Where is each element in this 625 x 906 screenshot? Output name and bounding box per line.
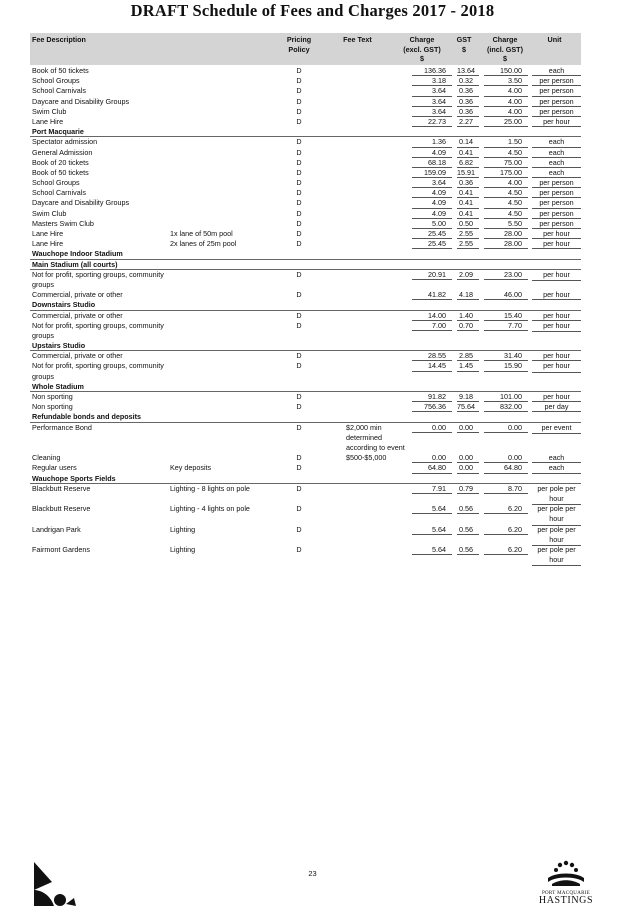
fee-description: Daycare and Disability Groups	[32, 96, 130, 106]
charge-excl-gst: 68.18	[412, 158, 452, 168]
charge-incl-gst: 4.50	[484, 188, 528, 198]
fee-description: Book of 20 tickets	[32, 157, 89, 167]
charge-excl-gst: 1.36	[412, 137, 452, 147]
charge-incl-gst: 0.00	[484, 423, 528, 433]
fee-description: Not for profit, sporting groups, community groups	[32, 269, 164, 289]
gst-amount: 2.55	[457, 229, 479, 239]
charge-incl-gst: 4.50	[484, 148, 528, 158]
section-heading: Main Stadium (all courts)	[32, 259, 118, 269]
charge-incl-gst: 4.00	[484, 178, 528, 188]
unit: per hour	[532, 321, 581, 332]
fee-description: Spectator admission	[32, 137, 98, 147]
fee-row	[30, 392, 581, 402]
fee-row	[30, 504, 581, 524]
section-heading-row	[30, 249, 581, 259]
charge-excl-gst: 5.64	[412, 545, 452, 555]
unit: per pole per hour	[532, 545, 581, 566]
pricing-policy: D	[296, 116, 302, 126]
unit: per event	[532, 423, 581, 434]
charge-excl-gst: 4.09	[412, 198, 452, 208]
fee-sub-description: Key deposits	[170, 463, 212, 473]
fee-text: $2,000 min determined according to event	[346, 422, 405, 453]
pricing-policy: D	[296, 269, 302, 279]
pricing-policy: D	[296, 157, 302, 167]
gst-amount: 1.40	[457, 311, 479, 321]
pricing-policy: D	[296, 208, 302, 218]
fee-description: Not for profit, sporting groups, community groups	[32, 361, 164, 381]
fee-row	[30, 168, 581, 178]
gst-amount: 2.27	[457, 117, 479, 127]
fee-row	[30, 76, 581, 86]
gst-amount: 0.36	[457, 97, 479, 107]
fee-description: Swim Club	[32, 106, 67, 116]
pricing-policy: D	[296, 483, 302, 493]
council-mark-logo	[30, 860, 78, 906]
charge-incl-gst: 15.40	[484, 311, 528, 321]
charge-excl-gst: 756.36	[412, 402, 452, 412]
fee-sub-description: 1x lane of 50m pool	[170, 229, 233, 238]
fee-description: Regular users	[32, 463, 77, 473]
charge-incl-gst: 4.00	[484, 107, 528, 117]
charge-excl-gst: 159.09	[412, 168, 452, 178]
header-charge-incl-gst: Charge (incl. GST) $	[487, 35, 523, 63]
section-heading: Whole Stadium	[32, 381, 84, 391]
unit: per person	[532, 198, 581, 208]
gst-amount: 0.00	[457, 453, 479, 463]
gst-amount: 13.64	[457, 66, 479, 76]
gst-amount: 2.55	[457, 239, 479, 249]
fee-row	[30, 178, 581, 188]
unit: each	[532, 158, 581, 168]
pricing-policy: D	[296, 524, 302, 534]
charge-excl-gst: 28.55	[412, 351, 452, 361]
charge-incl-gst: 6.20	[484, 525, 528, 535]
pricing-policy: D	[296, 188, 302, 198]
gst-amount: 0.79	[457, 484, 479, 494]
logo-text-line1: PORT MACQUARIE	[541, 891, 591, 896]
pricing-policy: D	[296, 86, 302, 96]
charge-excl-gst: 22.73	[412, 117, 452, 127]
gst-amount: 0.41	[457, 209, 479, 219]
fee-row	[30, 402, 581, 412]
charge-incl-gst: 4.50	[484, 209, 528, 219]
section-heading-row	[30, 341, 581, 351]
pricing-policy: D	[296, 137, 302, 147]
fee-sub-description: Lighting - 8 lights on pole	[170, 483, 250, 493]
fee-description: Lane Hire	[32, 229, 64, 238]
header-pricing-policy: Pricing Policy	[286, 35, 312, 54]
fee-description: Performance Bond	[32, 422, 92, 432]
fee-description: Non sporting	[32, 402, 73, 412]
unit: per person	[532, 97, 581, 107]
unit: per person	[532, 178, 581, 188]
gst-amount: 0.41	[457, 148, 479, 158]
gst-amount: 0.56	[457, 545, 479, 555]
fee-row	[30, 97, 581, 107]
unit: per hour	[532, 229, 581, 239]
charge-incl-gst: 832.00	[484, 402, 528, 412]
gst-amount: 0.00	[457, 463, 479, 473]
charge-excl-gst: 0.00	[412, 453, 452, 463]
pricing-policy: D	[296, 504, 302, 514]
port-macquarie-hastings-logo	[535, 860, 597, 906]
pricing-policy: D	[296, 351, 302, 361]
charge-excl-gst: 25.45	[412, 229, 452, 239]
fee-description: School Groups	[32, 178, 80, 188]
pricing-policy: D	[296, 422, 302, 432]
unit: each	[532, 137, 581, 147]
fee-row	[30, 137, 581, 147]
fee-row	[30, 453, 581, 463]
header-unit: Unit	[547, 35, 562, 44]
unit: each	[532, 463, 581, 473]
fee-description: School Carnivals	[32, 86, 86, 96]
charge-incl-gst: 23.00	[484, 270, 528, 280]
header-fee-text: Fee Text	[343, 35, 372, 44]
charge-excl-gst: 14.45	[412, 361, 452, 371]
fee-row	[30, 158, 581, 168]
unit: per hour	[532, 361, 581, 372]
unit: per pole per hour	[532, 484, 581, 505]
pricing-policy: D	[296, 402, 302, 412]
pricing-policy: D	[296, 106, 302, 116]
charge-excl-gst: 25.45	[412, 239, 452, 249]
fee-row	[30, 239, 581, 249]
gst-amount: 75.64	[457, 402, 479, 412]
gst-amount: 6.82	[457, 158, 479, 168]
charge-excl-gst: 91.82	[412, 392, 452, 402]
charge-incl-gst: 0.00	[484, 453, 528, 463]
fee-row	[30, 423, 581, 454]
fee-row	[30, 270, 581, 290]
pricing-policy: D	[296, 229, 302, 238]
gst-amount: 0.56	[457, 504, 479, 514]
charge-excl-gst: 7.00	[412, 321, 452, 331]
charge-excl-gst: 5.00	[412, 219, 452, 229]
unit: per hour	[532, 270, 581, 281]
section-heading: Wauchope Sports Fields	[32, 473, 116, 483]
gst-amount: 0.32	[457, 76, 479, 86]
unit: per person	[532, 107, 581, 117]
unit: each	[532, 453, 581, 463]
charge-excl-gst: 7.91	[412, 484, 452, 494]
fee-description: Not for profit, sporting groups, community groups	[32, 320, 164, 340]
fee-row	[30, 188, 581, 198]
charge-incl-gst: 150.00	[484, 66, 528, 76]
charge-incl-gst: 4.50	[484, 198, 528, 208]
charge-incl-gst: 4.00	[484, 86, 528, 96]
header-fee-description: Fee Description	[32, 35, 86, 44]
pricing-policy: D	[296, 544, 302, 554]
charge-incl-gst: 28.00	[484, 229, 528, 239]
fee-row	[30, 321, 581, 341]
charge-incl-gst: 4.00	[484, 97, 528, 107]
pricing-policy: D	[296, 218, 302, 228]
fee-sub-description: 2x lanes of 25m pool	[170, 239, 237, 249]
fee-row	[30, 148, 581, 158]
unit: per person	[532, 76, 581, 86]
unit: each	[532, 66, 581, 76]
fee-description: Cleaning	[32, 453, 61, 463]
pricing-policy: D	[296, 147, 302, 157]
wave-people-icon	[546, 860, 586, 886]
charge-excl-gst: 3.64	[412, 107, 452, 117]
fee-row	[30, 311, 581, 321]
charge-incl-gst: 6.20	[484, 504, 528, 514]
fee-description: Lane Hire	[32, 116, 64, 126]
charge-incl-gst: 3.50	[484, 76, 528, 86]
charge-incl-gst: 46.00	[484, 290, 528, 300]
fee-description: Masters Swim Club	[32, 218, 94, 228]
unit: per hour	[532, 351, 581, 361]
unit: per hour	[532, 117, 581, 127]
charge-incl-gst: 7.70	[484, 321, 528, 331]
gst-amount: 0.36	[457, 178, 479, 188]
charge-excl-gst: 4.09	[412, 148, 452, 158]
fee-description: Blackbutt Reserve	[32, 483, 91, 493]
fee-row	[30, 117, 581, 127]
fee-sub-description: Lighting	[170, 524, 196, 534]
page-number: 23	[308, 869, 317, 878]
charge-incl-gst: 5.50	[484, 219, 528, 229]
charge-excl-gst: 14.00	[412, 311, 452, 321]
charge-excl-gst: 136.36	[412, 66, 452, 76]
gst-amount: 0.36	[457, 86, 479, 96]
pricing-policy: D	[296, 453, 302, 463]
charge-incl-gst: 175.00	[484, 168, 528, 178]
unit: per hour	[532, 239, 581, 249]
fee-description: Landrigan Park	[32, 524, 81, 534]
pricing-policy: D	[296, 239, 302, 249]
fee-row	[30, 484, 581, 504]
charge-excl-gst: 3.18	[412, 76, 452, 86]
gst-amount: 9.18	[457, 392, 479, 402]
unit: per day	[532, 402, 581, 412]
section-heading: Wauchope Indoor Stadium	[32, 249, 123, 259]
unit: per hour	[532, 311, 581, 321]
pricing-policy: D	[296, 290, 302, 300]
charge-excl-gst: 5.64	[412, 504, 452, 514]
fee-description: Commercial, private or other	[32, 310, 123, 320]
gst-amount: 0.41	[457, 188, 479, 198]
pricing-policy: D	[296, 361, 302, 371]
fee-description: Commercial, private or other	[32, 290, 123, 300]
fee-description: Book of 50 tickets	[32, 66, 89, 75]
pricing-policy: D	[296, 178, 302, 188]
gst-amount: 15.91	[457, 168, 479, 178]
charge-excl-gst: 3.64	[412, 178, 452, 188]
gst-amount: 0.70	[457, 321, 479, 331]
charge-excl-gst: 64.80	[412, 463, 452, 473]
fee-row	[30, 290, 581, 300]
gst-amount: 0.50	[457, 219, 479, 229]
charge-excl-gst: 41.82	[412, 290, 452, 300]
fee-row	[30, 545, 581, 565]
unit: per pole per hour	[532, 525, 581, 546]
section-heading-row	[30, 127, 581, 137]
table-header	[30, 33, 581, 65]
pricing-policy: D	[296, 66, 302, 75]
pricing-policy: D	[296, 167, 302, 177]
fee-description: General Admission	[32, 147, 93, 157]
fee-text: $500-$5,000	[346, 453, 387, 463]
fee-description: Daycare and Disability Groups	[32, 198, 130, 208]
section-heading: Port Macquarie	[32, 127, 84, 137]
charge-incl-gst: 1.50	[484, 137, 528, 147]
gst-amount: 2.85	[457, 351, 479, 361]
section-heading-row	[30, 260, 581, 270]
charge-incl-gst: 25.00	[484, 117, 528, 127]
pricing-policy: D	[296, 463, 302, 473]
charge-excl-gst: 5.64	[412, 525, 452, 535]
page-title: DRAFT Schedule of Fees and Charges 2017 - 2018	[130, 1, 495, 20]
fee-description: Book of 50 tickets	[32, 167, 89, 177]
section-heading: Refundable bonds and deposits	[32, 412, 142, 422]
fee-description: Blackbutt Reserve	[32, 504, 91, 514]
gst-amount: 0.36	[457, 107, 479, 117]
unit: per person	[532, 86, 581, 96]
fee-sub-description: Lighting - 4 lights on pole	[170, 504, 250, 514]
fee-row	[30, 361, 581, 381]
header-gst: GST $	[456, 35, 472, 54]
fee-row	[30, 107, 581, 117]
fee-description: Lane Hire	[32, 239, 64, 249]
pricing-policy: D	[296, 76, 302, 86]
section-heading: Upstairs Studio	[32, 341, 86, 351]
gst-amount: 2.09	[457, 270, 479, 280]
fee-row	[30, 86, 581, 96]
charge-incl-gst: 64.80	[484, 463, 528, 473]
fee-description: Commercial, private or other	[32, 351, 123, 361]
header-charge-excl-gst: Charge (excl. GST) $	[403, 35, 441, 63]
charge-incl-gst: 75.00	[484, 158, 528, 168]
unit: per hour	[532, 290, 581, 300]
charge-incl-gst: 31.40	[484, 351, 528, 361]
charge-incl-gst: 6.20	[484, 545, 528, 555]
charge-excl-gst: 3.64	[412, 97, 452, 107]
charge-incl-gst: 28.00	[484, 239, 528, 249]
charge-excl-gst: 4.09	[412, 188, 452, 198]
section-heading: Downstairs Studio	[32, 300, 96, 310]
pricing-policy: D	[296, 392, 302, 402]
unit: per person	[532, 219, 581, 229]
gst-amount: 0.56	[457, 525, 479, 535]
gst-amount: 0.00	[457, 423, 479, 433]
section-heading-row	[30, 300, 581, 310]
unit: per person	[532, 188, 581, 198]
fee-row	[30, 198, 581, 208]
charge-excl-gst: 20.91	[412, 270, 452, 280]
fee-description: Swim Club	[32, 208, 67, 218]
charge-incl-gst: 15.90	[484, 361, 528, 371]
fee-row	[30, 229, 581, 239]
fee-row	[30, 525, 581, 545]
pricing-policy: D	[296, 198, 302, 208]
gst-amount: 1.45	[457, 361, 479, 371]
fee-table-body	[30, 66, 581, 565]
fee-description: Fairmont Gardens	[32, 544, 90, 554]
section-heading-row	[30, 382, 581, 392]
unit: per pole per hour	[532, 504, 581, 525]
fee-description: School Groups	[32, 76, 80, 86]
unit: per hour	[532, 392, 581, 402]
charge-incl-gst: 8.70	[484, 484, 528, 494]
charge-excl-gst: 3.64	[412, 86, 452, 96]
pricing-policy: D	[296, 320, 302, 330]
fee-row	[30, 209, 581, 219]
charge-excl-gst: 4.09	[412, 209, 452, 219]
gst-amount: 4.18	[457, 290, 479, 300]
unit: each	[532, 148, 581, 158]
fee-row	[30, 219, 581, 229]
fee-row	[30, 66, 581, 76]
pricing-policy: D	[296, 96, 302, 106]
charge-excl-gst: 0.00	[412, 423, 452, 433]
fee-sub-description: Lighting	[170, 544, 196, 554]
fee-row	[30, 463, 581, 473]
logo-text-line2: HASTINGS	[538, 895, 594, 906]
fee-row	[30, 351, 581, 361]
section-heading-row	[30, 412, 581, 422]
gst-amount: 0.41	[457, 198, 479, 208]
unit: per person	[532, 209, 581, 219]
pricing-policy: D	[296, 310, 302, 320]
gst-amount: 0.14	[457, 137, 479, 147]
fee-description: Non sporting	[32, 392, 73, 402]
fee-description: School Carnivals	[32, 188, 86, 198]
section-heading-row	[30, 474, 581, 484]
charge-incl-gst: 101.00	[484, 392, 528, 402]
unit: each	[532, 168, 581, 178]
